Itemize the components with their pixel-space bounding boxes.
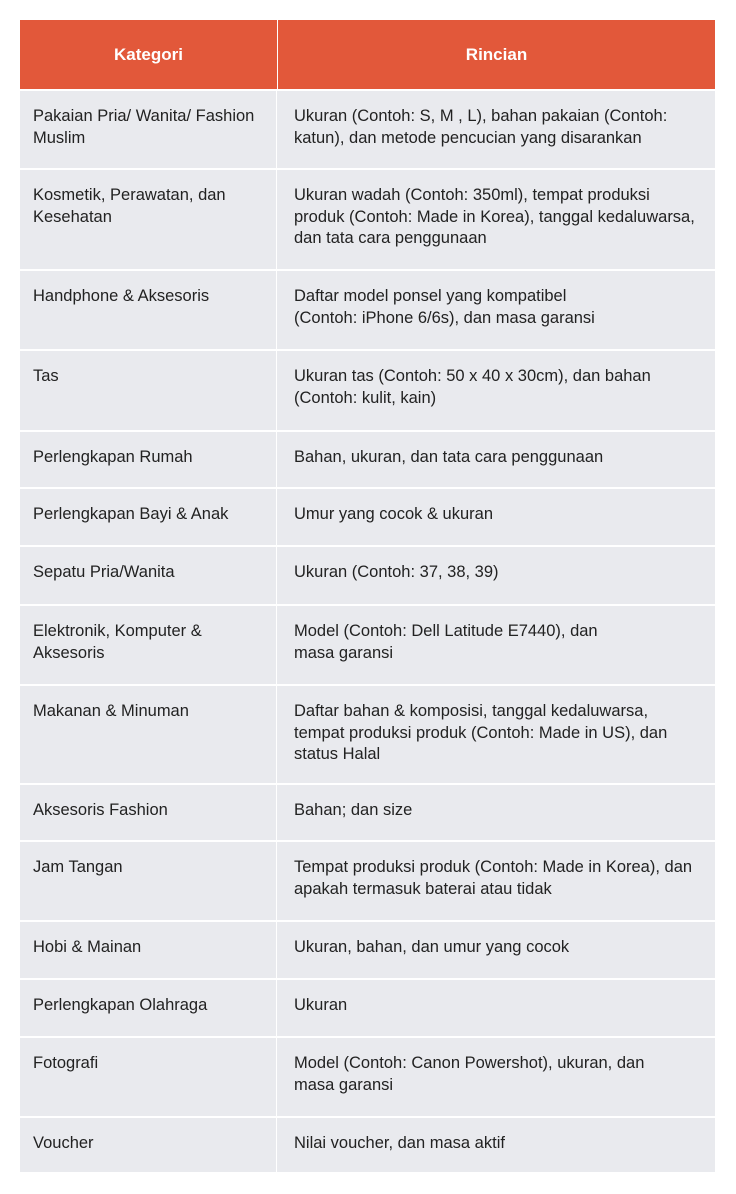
table-row [20, 269, 715, 349]
rincian-cell: Umur yang cocok & ukuran [294, 505, 494, 523]
rincian-cell: Daftar model ponsel yang kompatibel (Contoh: iPhone 6/6s), dan masa garansi [294, 287, 595, 327]
table-row [20, 840, 715, 920]
kategori-cell: Pakaian Pria/ Wanita/ Fashion Muslim [20, 91, 277, 168]
table-header [20, 20, 715, 89]
kategori-cell: Perlengkapan Bayi & Anak [20, 489, 277, 545]
rincian-cell: Model (Contoh: Dell Latitude E7440), dan masa garansi [294, 622, 598, 662]
rincian-cell: Nilai voucher, dan masa aktif [294, 1134, 505, 1152]
table-row [20, 978, 715, 1036]
header-rincian: Rincian [465, 44, 528, 64]
table-row [20, 920, 715, 978]
table-row [20, 684, 715, 783]
category-details-table [20, 20, 715, 1172]
rincian-cell: Tempat produksi produk (Contoh: Made in Korea), dan apakah termasuk baterai atau tidak [294, 858, 693, 898]
header-kategori: Kategori [20, 20, 278, 89]
kategori-cell: Kosmetik, Perawatan, dan Kesehatan [20, 170, 277, 269]
rincian-cell: Ukuran tas (Contoh: 50 x 40 x 30cm), dan bahan (Contoh: kulit, kain) [294, 367, 651, 407]
rincian-cell: Daftar bahan & komposisi, tanggal kedaluwarsa, tempat produksi produk (Contoh: Made in US), dan status Halal [294, 702, 668, 763]
kategori-cell: Perlengkapan Olahraga [20, 980, 277, 1036]
rincian-cell: Bahan, ukuran, dan tata cara penggunaan [294, 448, 604, 466]
kategori-cell: Sepatu Pria/Wanita [20, 547, 277, 604]
rincian-cell: Model (Contoh: Canon Powershot), ukuran, dan masa garansi [294, 1054, 645, 1094]
table-row [20, 168, 715, 269]
table-row [20, 89, 715, 168]
kategori-cell: Elektronik, Komputer & Aksesoris [20, 606, 277, 684]
table-row [20, 604, 715, 684]
kategori-cell: Perlengkapan Rumah [20, 432, 277, 487]
table-row [20, 545, 715, 604]
kategori-cell: Voucher [20, 1118, 277, 1172]
table-row [20, 1116, 715, 1172]
table-row [20, 430, 715, 487]
rincian-cell: Ukuran (Contoh: 37, 38, 39) [294, 563, 499, 581]
rincian-cell: Ukuran (Contoh: S, M , L), bahan pakaian (Contoh: katun), dan metode pencucian yang disarankan [294, 107, 668, 147]
kategori-cell: Makanan & Minuman [20, 686, 277, 783]
rincian-cell: Bahan; dan size [294, 801, 413, 819]
kategori-cell: Tas [20, 351, 277, 430]
kategori-cell: Jam Tangan [20, 842, 277, 920]
table-row [20, 349, 715, 430]
rincian-cell: Ukuran wadah (Contoh: 350ml), tempat produksi produk (Contoh: Made in Korea), tanggal kedaluwarsa, dan tata cara penggunaan [294, 186, 695, 247]
table-row [20, 783, 715, 840]
kategori-cell: Hobi & Mainan [20, 922, 277, 978]
kategori-cell: Handphone & Aksesoris [20, 271, 277, 349]
table-row [20, 1036, 715, 1116]
rincian-cell: Ukuran, bahan, dan umur yang cocok [294, 938, 570, 956]
table-row [20, 487, 715, 545]
kategori-cell: Aksesoris Fashion [20, 785, 277, 840]
rincian-cell: Ukuran [294, 996, 348, 1014]
kategori-cell: Fotografi [20, 1038, 277, 1116]
